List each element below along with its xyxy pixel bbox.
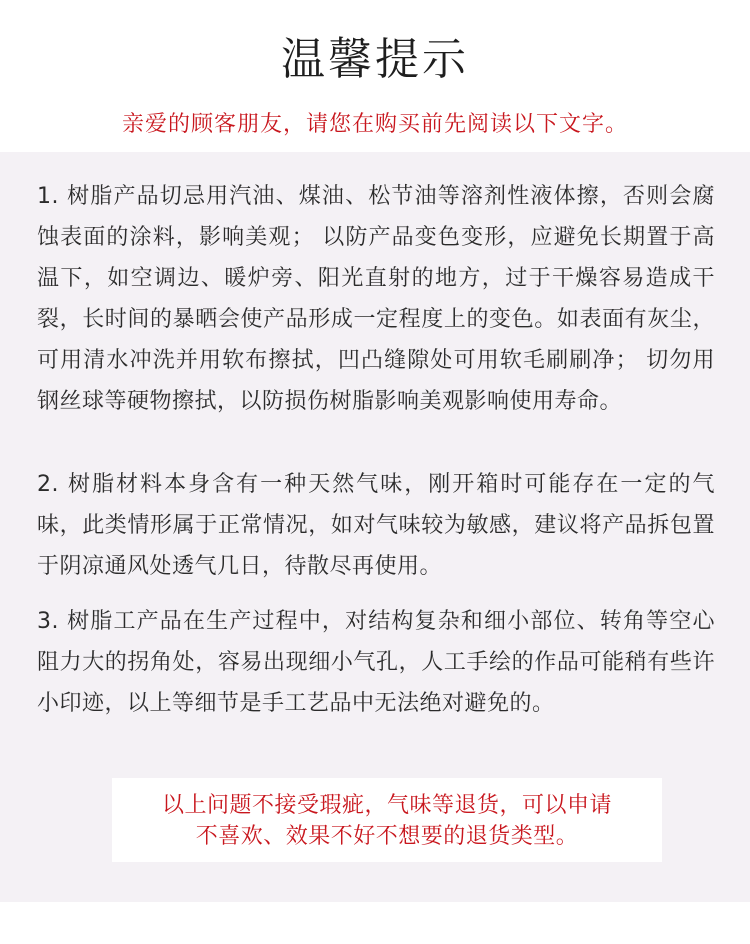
content-panel	[0, 152, 750, 902]
notice-line-2: 不喜欢、效果不好不想要的退货类型。	[195, 824, 579, 849]
notice-box	[112, 778, 662, 862]
page-subtitle: 亲爱的顾客朋友，请您在购买前先阅读以下文字。	[121, 112, 628, 137]
header	[0, 0, 750, 152]
paragraph-3: 3. 树脂工产品在生产过程中，对结构复杂和细小部位、转角等空心阻力大的拐角处，容易出现细小气孔，人工手绘的作品可能稍有些许小印迹，以上等细节是手工艺品中无法绝对避免的。	[37, 609, 715, 716]
page-title: 温馨提示	[281, 34, 469, 85]
notice-text	[112, 790, 662, 852]
paragraph-1: 1. 树脂产品切忌用汽油、煤油、松节油等溶剂性液体擦，否则会腐蚀表面的涂料，影响美观； 以防产品变色变形，应避免长期置于高温下，如空调边、暖炉旁、阳光直射的地方，过于干燥容易造成干裂，长时间的暴晒会使产品形成一定程度上的变色。如表面有灰尘，可用清水冲洗并用软布擦拭，凹凸缝隙处可用软毛刷刷净； 切勿用钢丝球等硬物擦拭，以防损伤树脂影响美观影响使用寿命。	[37, 184, 715, 414]
paragraph-2: 2. 树脂材料本身含有一种天然气味，刚开箱时可能存在一定的气味，此类情形属于正常情况，如对气味较为敏感，建议将产品拆包置于阴凉通风处透气几日，待散尽再使用。	[37, 472, 715, 579]
notice-line-1: 以上问题不接受瑕疵，气味等退货，可以申请	[161, 793, 612, 818]
